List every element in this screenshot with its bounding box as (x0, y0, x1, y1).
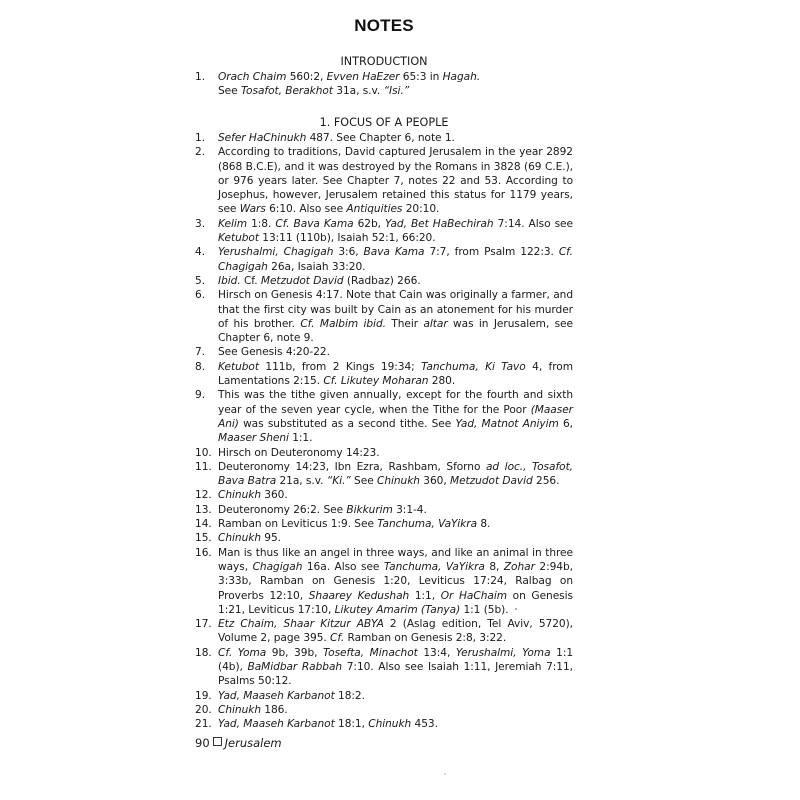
note-number: 20. (195, 703, 212, 716)
citation-title: Cf. Likutey Moharan (323, 375, 429, 388)
citation-title: Chinukh (218, 703, 261, 716)
note-text (218, 518, 490, 530)
note-text-segment: Their (385, 317, 424, 330)
citation-title: Shaarey Kedushah (308, 589, 410, 602)
note-text-segment: Deuteronomy 26:2. See (218, 503, 347, 516)
note-number: 4. (195, 246, 206, 259)
note-text-segment: 1:1. (288, 432, 313, 445)
note-text-segment: This was the tithe given annually, except for the fourth and sixth year of the seven year cycle, when the Tithe for the Poor (218, 389, 573, 416)
note-text-segment: Hirsch on Deuteronomy 14:23. (218, 446, 380, 459)
note-text-segment: 20:10. (402, 203, 440, 216)
book-title: Jerusalem (224, 736, 282, 750)
citation-title: Metzudot David (260, 274, 344, 287)
note-number: 3. (195, 217, 206, 230)
citation-title: Tosafot, Berakhot (240, 85, 333, 98)
citation-title: Bikkurim (346, 503, 393, 516)
note-text-segment: 1:8. (247, 217, 276, 230)
note-text-segment: 95. (260, 532, 281, 545)
note-number: 15. (195, 532, 212, 545)
note-item (195, 360, 573, 389)
note-text-segment: 62b, (353, 217, 386, 230)
citation-title: Etz Chaim, Shaar Kitzur ABYA (218, 618, 384, 631)
note-text (218, 704, 288, 716)
note-text-segment: 9b, 39b, (266, 646, 324, 659)
citation-title: Likutey Amarim (Tanya) (334, 603, 461, 616)
note-text-segment: Ramban on Leviticus 1:9. See (218, 518, 378, 531)
note-item (195, 717, 573, 731)
note-text-segment: (Radbaz) 266. (343, 274, 421, 287)
citation-title: Wars (239, 203, 266, 216)
citation-title: altar (423, 317, 448, 330)
section-heading-chapter-1: 1. FOCUS OF A PEOPLE (319, 116, 449, 129)
note-text (218, 246, 573, 272)
citation-title: Cf. Malbim ibid. (300, 317, 386, 330)
note-text (218, 132, 455, 144)
note-item (195, 70, 573, 99)
note-text (218, 389, 573, 444)
note-text-segment: 453. (411, 718, 438, 731)
citation-title: Zohar (503, 560, 535, 573)
note-number: 6. (195, 289, 206, 302)
citation-title: Bava Kama (363, 246, 425, 259)
note-text-segment: 8, (484, 560, 504, 573)
note-text-segment: 18:2. (334, 689, 365, 702)
note-item (195, 646, 573, 689)
citation-title: Chinukh (218, 489, 261, 502)
note-text-segment: 186. (260, 703, 288, 716)
citation-title: Cf. Bava Kama (275, 217, 354, 230)
note-text-segment: 1:1, (409, 589, 441, 602)
note-text-segment: 2 (Aslag edition, Tel Aviv, 5720), Volume 2, page 395. (218, 618, 573, 645)
note-text-segment: 7:14. Also see (493, 217, 573, 230)
citation-title: (Maaser Ani) (218, 403, 573, 430)
note-text-segment: was in Jerusalem, see Chapter 6, note 9. (218, 317, 573, 345)
citation-title: Chinukh (218, 532, 261, 545)
note-item (195, 531, 573, 545)
note-text (218, 489, 288, 501)
note-number: 12. (195, 489, 212, 502)
note-number: 19. (195, 689, 212, 702)
note-text-segment: See (218, 85, 241, 98)
note-text (218, 532, 281, 544)
note-text-segment: 7:10. Also see Isaiah 1:11, Jeremiah 7:11, Psalms 50:12. (218, 660, 574, 688)
note-text-segment: Cf. (240, 274, 261, 287)
citation-title: Or HaChaim (440, 589, 507, 602)
chapter-1-notes-list (195, 131, 573, 731)
note-text (218, 447, 380, 459)
scan-speck (444, 773, 446, 775)
note-number: 1. (195, 71, 206, 83)
note-item (195, 546, 573, 617)
note-number: 11. (195, 460, 212, 473)
note-item (195, 274, 573, 288)
section-heading-introduction: INTRODUCTION (340, 55, 428, 68)
note-item (195, 689, 573, 703)
note-text (218, 647, 573, 688)
note-text-segment: According to traditions, David captured Jerusalem in the year 2892 (868 B.C.E), and it was destroyed by the Romans in 3828 (69 C.E.), or 976 years later. See Chapter 7, notes 22 and 53. According to Josephus, however, Jerusalem retained this status for 1179 years, see (218, 146, 573, 216)
note-number: 1. (195, 132, 206, 144)
note-text-segment: 31a, s.v. (332, 85, 384, 98)
citation-title: Chinukh (376, 475, 420, 488)
hollow-square-icon (213, 737, 222, 746)
note-text-segment: 3:6, (333, 246, 364, 259)
citation-title: Yad, Maaseh Karbanot (218, 718, 335, 731)
citation-title: Tanchuma, VaYikra (383, 560, 485, 573)
citation-title: Yerushalmi, Chagigah (218, 246, 334, 259)
citation-title: “Ki.” (326, 475, 351, 488)
note-item (195, 131, 573, 145)
note-number: 13. (195, 503, 212, 516)
note-item (195, 446, 573, 460)
citation-title: Cf. Yoma (218, 646, 267, 659)
citation-title: Hagah. (442, 71, 481, 83)
citation-title: Yad, Maaseh Karbanot (218, 689, 335, 702)
note-text-segment: 1:1 (5b). (460, 603, 509, 616)
note-item (195, 703, 573, 717)
note-text (218, 361, 573, 387)
note-number: 17. (195, 618, 212, 631)
page-number: 90 (195, 736, 210, 750)
note-number: 21. (195, 718, 212, 731)
citation-title: “Isi.” (383, 85, 410, 98)
note-text-segment: See (350, 475, 377, 488)
note-text-segment: was substituted as a second tithe. See (238, 417, 456, 430)
note-text-segment: 1:1 (4b), (218, 646, 574, 673)
note-item (195, 503, 573, 517)
note-number: 2. (195, 146, 206, 159)
note-number: 18. (195, 646, 212, 659)
note-text (218, 718, 438, 730)
note-text-segment: Man is thus like an angel in three ways, and like an animal in three ways, (218, 546, 573, 573)
note-text-segment: 111b, from 2 Kings 19:34; (258, 360, 422, 373)
note-text-segment: 560:2, (286, 71, 327, 83)
note-text-segment: 487. See Chapter 6, note 1. (306, 132, 455, 144)
note-number: 5. (195, 274, 206, 287)
note-text (218, 218, 573, 244)
note-text-segment: 4, from Lamentations 2:15. (218, 360, 574, 388)
note-number: 7. (195, 346, 206, 359)
introduction-notes-list (195, 70, 573, 99)
note-number: 14. (195, 518, 212, 531)
note-item (195, 245, 573, 274)
note-item (195, 145, 573, 216)
note-number: 10. (195, 446, 212, 459)
page-title: NOTES (354, 16, 414, 35)
note-text-segment: 7:7, from Psalm 122:3. (424, 246, 559, 259)
note-text-segment: Deuteronomy 14:23, Ibn Ezra, Rashbam, Sforno (218, 460, 486, 473)
citation-title: Ketubot (218, 232, 259, 245)
note-text-segment: 360. (260, 489, 288, 502)
note-text-segment: See Genesis 4:20-22. (218, 346, 330, 359)
note-item (195, 388, 573, 445)
note-text-segment: 13:4, (417, 646, 456, 659)
note-number: 16. (195, 546, 212, 559)
note-text-segment: 18:1, (334, 718, 369, 731)
note-text-segment: 256. (532, 475, 560, 488)
note-text (218, 289, 573, 344)
note-item (195, 617, 573, 646)
note-item (195, 345, 573, 359)
note-text (218, 275, 421, 287)
note-text (218, 71, 480, 97)
note-text (218, 504, 427, 516)
note-text (218, 146, 573, 215)
citation-title: Maaser Sheni (218, 432, 289, 445)
note-text (218, 461, 573, 487)
note-text-segment: 6, (558, 417, 573, 430)
note-item (195, 488, 573, 502)
citation-title: Yerushalmi, Yoma (455, 646, 551, 659)
note-text-segment: 26a, Isaiah 33:20. (267, 260, 366, 273)
citation-title: ad loc., Tosafot, Bava Batra (218, 460, 573, 488)
scan-speck (515, 608, 517, 610)
note-text-segment: 2:94b, 3:33b, Ramban on Genesis 1:20, Leviticus 17:24, Ralbag on Proverbs 12:10, (218, 560, 573, 602)
note-text-segment: on Genesis 1:21, Leviticus 17:10, (218, 589, 574, 616)
note-text-segment: 21a, s.v. (276, 475, 327, 488)
note-text (218, 690, 365, 702)
page-footer (195, 736, 282, 750)
citation-title: Chinukh (368, 718, 412, 731)
citation-title: Metzudot David (450, 475, 533, 488)
citation-title: Kelim (218, 217, 248, 230)
note-item (195, 217, 573, 246)
citation-title: Antiquities (346, 203, 403, 216)
note-text-segment: 3:1-4. (392, 503, 427, 516)
note-text (218, 346, 330, 358)
note-text-segment: Ramban on Genesis 2:8, 3:22. (344, 632, 507, 645)
citation-title: Cf. Chagigah (218, 246, 573, 273)
citation-title: BaMidbar Rabbah (247, 660, 343, 673)
note-text (218, 618, 573, 644)
note-item (195, 460, 573, 489)
citation-title: Evven HaEzer (326, 71, 400, 83)
citation-title: Chagigah (252, 560, 303, 573)
note-item (195, 517, 573, 531)
note-text-segment: 6:10. Also see (265, 203, 347, 216)
note-text-segment: 16a. Also see (302, 560, 384, 573)
note-text-segment: 280. (428, 375, 456, 388)
citation-title: Ibid. (218, 274, 241, 287)
note-text-segment: Hirsch on Genesis 4:17. Note that Cain was originally a farmer, and that the first city was built by Cain as an atonement for his murder of his brother. (218, 289, 573, 330)
note-text (218, 547, 573, 616)
citation-title: Tosefta, Minachot (323, 646, 418, 659)
note-text-segment: 360, (419, 475, 450, 488)
note-item (195, 288, 573, 345)
citation-title: Sefer HaChinukh (218, 132, 307, 144)
citation-title: Cf. (330, 632, 345, 645)
note-text-segment: 13:11 (110b), Isaiah 52:1, 66:20. (258, 232, 436, 245)
citation-title: Tanchuma, Ki Tavo (421, 360, 526, 373)
citation-title: Tanchuma, VaYikra (377, 518, 478, 531)
citation-title: Yad, Matnot Aniyim (455, 417, 559, 430)
note-text-segment: 65:3 in (399, 71, 443, 83)
citation-title: Ketubot (218, 360, 259, 373)
note-number: 8. (195, 360, 206, 373)
note-number: 9. (195, 389, 206, 402)
note-text-segment: 8. (477, 518, 491, 531)
citation-title: Yad, Bet HaBechirah (385, 217, 494, 230)
citation-title: Orach Chaim (218, 71, 287, 83)
